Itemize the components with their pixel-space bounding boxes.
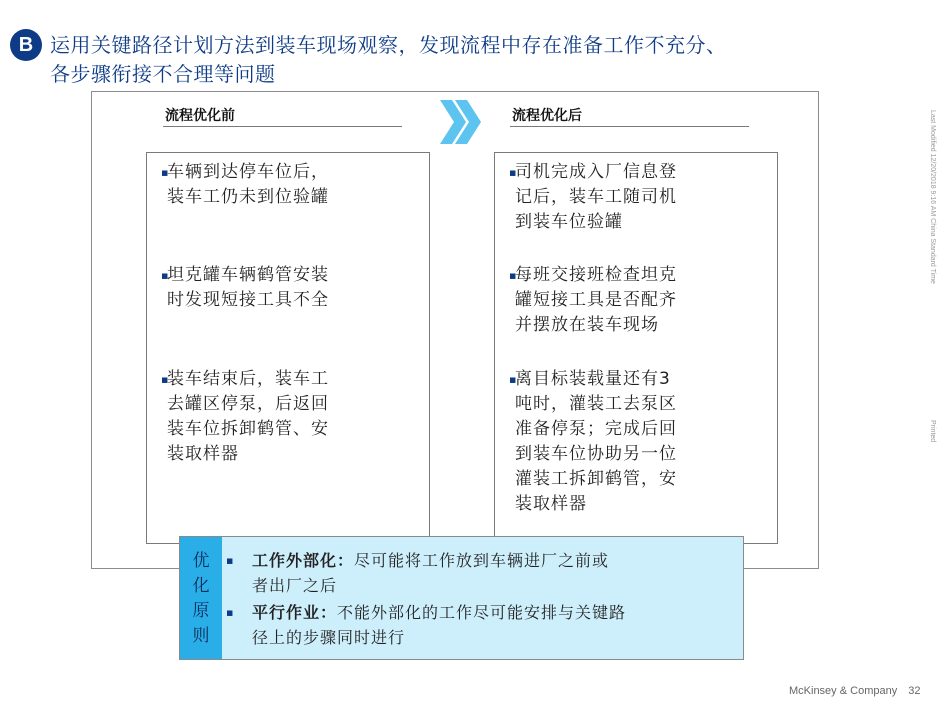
printed-note: Printed — [929, 420, 936, 443]
before-heading: 流程优化前 — [165, 108, 235, 124]
title-line-2: 各步骤衔接不合理等问题 — [50, 62, 276, 86]
before-panel — [146, 152, 430, 544]
after-item-2: ▪ 每班交接班检查坦克 罐短接工具是否配齐 并摆放在装车现场 — [515, 263, 677, 338]
title-line-1: 运用关键路径计划方法到装车现场观察，发现流程中存在准备工作不充分、 — [50, 33, 727, 57]
after-item-1: ▪ 司机完成入厂信息登 记后，装车工随司机 到装车位验罐 — [515, 160, 677, 235]
after-heading: 流程优化后 — [512, 108, 582, 124]
principle-parallel: ▪ 平行作业：不能外部化的工作尽可能安排与关键路 径上的步骤同时进行 — [226, 603, 627, 647]
before-item-1: ▪ 车辆到达停车位后， 装车工仍未到位验罐 — [167, 160, 329, 210]
principles-side-label: 优 化 原 则 — [180, 537, 222, 659]
section-badge: B — [10, 29, 42, 61]
optimization-principles-box — [179, 536, 744, 660]
page-title — [50, 31, 930, 89]
before-item-2: ▪ 坦克罐车辆鹤管安装 时发现短接工具不全 — [167, 263, 329, 313]
page-number: 32 — [908, 685, 921, 697]
before-item-3: ▪ 装车结束后，装车工 去罐区停泵，后返回 装车位拆卸鹤管、安 装取样器 — [167, 367, 329, 467]
footer-company: McKinsey & Company — [789, 685, 898, 697]
before-heading-rule — [163, 126, 402, 127]
chevron-right-icon — [438, 98, 484, 146]
principle-externalize: ▪ 工作外部化：尽可能将工作放到车辆进厂之前或 者出厂之后 — [226, 551, 610, 595]
after-heading-rule — [510, 126, 749, 127]
last-modified-note: Last Modified 12/20/2018 9:16 AM China Standard Time — [929, 110, 936, 284]
footer — [789, 685, 921, 697]
after-item-3: ▪ 离目标装载量还有3 吨时，灌装工去泵区 准备停泵；完成后回 到装车位协助另一位 灌装工拆卸鹤管，安 装取样器 — [515, 367, 677, 517]
after-panel — [494, 152, 778, 544]
